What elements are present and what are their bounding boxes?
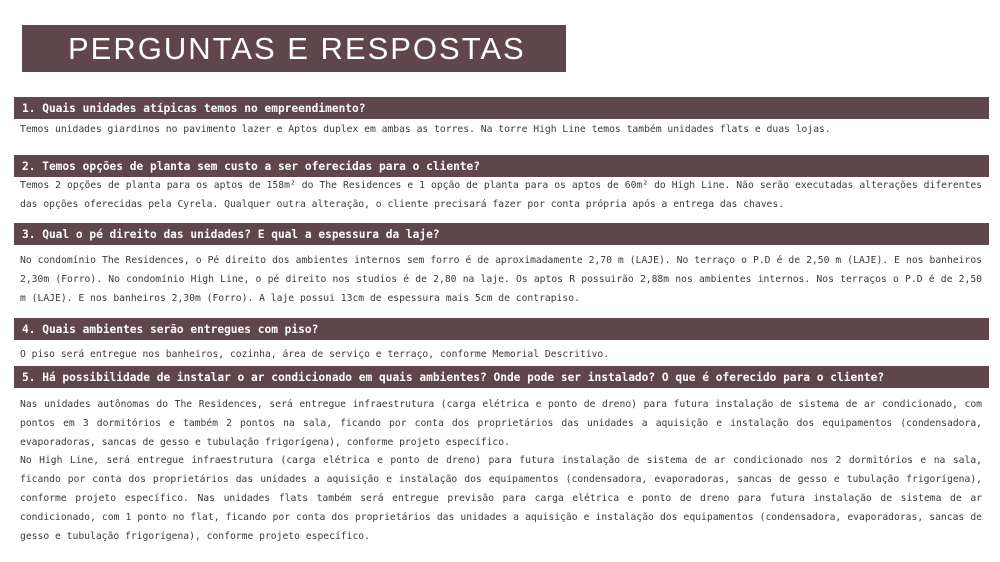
question-1-text: 1. Quais unidades atípicas temos no empreendimento? [22, 101, 366, 115]
question-4-header [14, 318, 989, 340]
page-title: PERGUNTAS E RESPOSTAS [68, 30, 526, 66]
question-3-text: 3. Qual o pé direito das unidades? E qual a espessura da laje? [22, 227, 440, 241]
question-2-header [14, 155, 989, 177]
answer-5-paragraph-1: Nas unidades autônomas do The Residences, será entregue infraestrutura (carga elétrica e ponto de dreno) para futura instalação de sistema de ar condicionado, com pontos em 3 dormitórios e também 2 pontos na sala, ficando por conta dos proprietários das unidades a aquisição e instalação dos equipamentos (condensadora, evaporadoras, sancas de gesso e tubulação frigorígena), conforme projeto específico. [20, 399, 982, 448]
question-5-text: 5. Há possibilidade de instalar o ar condicionado em quais ambientes? Onde pode ser instalado? O que é oferecido para o cliente? [22, 370, 885, 384]
question-1-header [14, 97, 989, 119]
page-title-banner [22, 25, 566, 72]
question-5-header [14, 366, 989, 388]
answer-4-paragraph: O piso será entregue nos banheiros, cozinha, área de serviço e terraço, conforme Memorial Descritivo. [20, 349, 610, 360]
answer-3 [20, 252, 982, 308]
question-4-text: 4. Quais ambientes serão entregues com piso? [22, 322, 319, 336]
answer-5-paragraph-2: No High Line, será entregue infraestrutura (carga elétrica e ponto de dreno) para futura instalação de sistema de ar condicionado nos 2 dormitórios e na sala, ficando por conta dos proprietários das unidades a aquisição e instalação dos equipamentos (condensadora, evaporadoras, sancas de gesso e tubulação frigorígena), conforme projeto específico. Nas unidades flats também será entregue previsão para carga elétrica e ponto de dreno para futura instalação de sistema de ar condicionado, com 1 ponto no flat, ficando por conta dos proprietários das unidades a aquisição e instalação dos equipamentos (condensadora, evaporadoras, sancas de gesso e tubulação frigorígena), conforme projeto específico. [20, 455, 982, 542]
question-3-header [14, 223, 989, 245]
answer-4 [20, 346, 982, 365]
question-2-text: 2. Temos opções de planta sem custo a ser oferecidas para o cliente? [22, 159, 481, 173]
answer-2-paragraph: Temos 2 opções de planta para os aptos de 158m² do The Residences e 1 opção de planta para os aptos de 60m² do High Line. Não serão executadas alterações diferentes das opções oferecidas pela Cyrela. Qualquer outra alteração, o cliente precisará fazer por conta própria após a entrega das chaves. [20, 180, 982, 210]
answer-3-paragraph: No condomínio The Residences, o Pé direito dos ambientes internos sem forro é de aproximadamente 2,70 m (LAJE). No terraço o P.D é de 2,50 m (LAJE). E nos banheiros 2,30m (Forro). No condomínio High Line, o pé direito nos studios é de 2,80 na laje. Os aptos R possuirão 2,88m nos ambientes internos. Nos terraços o P.D é de 2,50 m (LAJE). E nos banheiros 2,30m (Forro). A laje possui 13cm de espessura mais 5cm de contrapiso. [20, 255, 982, 304]
answer-5 [20, 396, 982, 546]
answer-1 [20, 121, 982, 140]
answer-2 [20, 177, 982, 215]
answer-1-paragraph: Temos unidades giardinos no pavimento lazer e Aptos duplex em ambas as torres. Na torre High Line temos também unidades flats e duas lojas. [20, 124, 831, 135]
